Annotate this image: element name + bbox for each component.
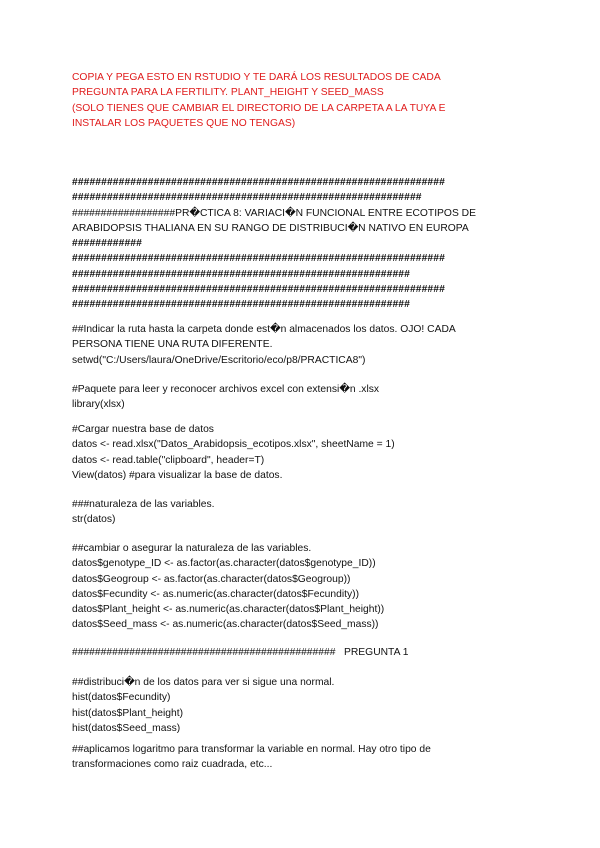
code-line: datos$Plant_height <- as.numeric(as.character(datos$Plant_height))	[72, 604, 385, 616]
warning-line: PREGUNTA PARA LA FERTILITY. PLANT_HEIGHT Y SEED_MASS	[72, 87, 384, 99]
warning-line: (SOLO TIENES QUE CAMBIAR EL DIRECTORIO DE LA CARPETA A LA TUYA E	[72, 102, 446, 114]
code-load-package	[72, 382, 532, 413]
hash-rule: ############################################################	[72, 192, 422, 204]
question-divider: ############################################## PREGUNTA 1	[72, 647, 409, 658]
code-comment: ###naturaleza de las variables.	[72, 499, 215, 510]
practice-title: ##################PR�CTICA 8: VARIACI�N FUNCIONAL ENTRE ECOTIPOS DE	[72, 207, 476, 219]
code-line: hist(datos$Fecundity)	[72, 692, 171, 704]
hash-rule: ################################################################	[72, 177, 445, 188]
code-comment: #Paquete para leer y reconocer archivos excel con extensi�n .xlsx	[72, 384, 380, 395]
code-line: datos <- read.xlsx("Datos_Arabidopsis_ecotipos.xlsx", sheetName = 1)	[72, 439, 395, 451]
code-comment: PERSONA TIENE UNA RUTA DIFERENTE.	[72, 339, 273, 351]
warning-line: INSTALAR LOS PAQUETES QUE NO TENGAS)	[72, 117, 296, 129]
practice-header	[72, 175, 532, 313]
code-comment: #Cargar nuestra base de datos	[72, 424, 214, 435]
hash-rule: ################################################################	[72, 253, 445, 265]
code-variable-types	[72, 541, 532, 633]
code-comment: ##aplicamos logaritmo para transformar la variable en normal. Hay otro tipo de	[72, 744, 431, 755]
code-line: datos$genotype_ID <- as.factor(as.character(datos$genotype_ID))	[72, 558, 376, 570]
code-line: setwd("C:/Users/laura/OneDrive/Escritorio/eco/p8/PRACTICA8")	[72, 354, 366, 366]
hash-rule: ################################################################	[72, 284, 445, 296]
code-line: datos$Seed_mass <- as.numeric(as.character(datos$Seed_mass))	[72, 619, 379, 631]
code-line: datos <- read.table("clipboard", header=T)	[72, 454, 265, 466]
code-line: View(datos) #para visualizar la base de datos.	[72, 469, 283, 481]
code-structure	[72, 497, 532, 528]
code-comment: ##Indicar la ruta hasta la carpeta donde est�n almacenados los datos. OJO! CADA	[72, 324, 456, 335]
code-comment: ##distribuci�n de los datos para ver si sigue una normal.	[72, 677, 335, 688]
code-comment: ##cambiar o asegurar la naturaleza de las variables.	[72, 543, 312, 554]
code-line: hist(datos$Seed_mass)	[72, 722, 181, 734]
code-line: datos$Geogroup <- as.factor(as.character(datos$Geogroup))	[72, 573, 351, 585]
code-histograms	[72, 675, 532, 736]
code-line: str(datos)	[72, 514, 116, 526]
code-log-transform	[72, 742, 532, 773]
code-set-directory	[72, 322, 532, 368]
code-load-data	[72, 422, 532, 483]
hash-rule: ############	[72, 238, 142, 250]
code-line: hist(datos$Plant_height)	[72, 707, 184, 719]
warning-note	[72, 70, 532, 131]
question-1-header	[72, 645, 532, 660]
warning-line: COPIA Y PEGA ESTO EN RSTUDIO Y TE DARÁ LOS RESULTADOS DE CADA	[72, 72, 441, 83]
hash-rule: ##########################################################	[72, 299, 410, 311]
code-line: library(xlsx)	[72, 399, 125, 411]
code-line: datos$Fecundity <- as.numeric(as.character(datos$Fecundity))	[72, 588, 360, 600]
hash-rule: ##########################################################	[72, 268, 410, 280]
code-comment: transformaciones como raiz cuadrada, etc...	[72, 759, 273, 771]
practice-title: ARABIDOPSIS THALIANA EN SU RANGO DE DISTRIBUCI�N NATIVO EN EUROPA	[72, 222, 469, 234]
